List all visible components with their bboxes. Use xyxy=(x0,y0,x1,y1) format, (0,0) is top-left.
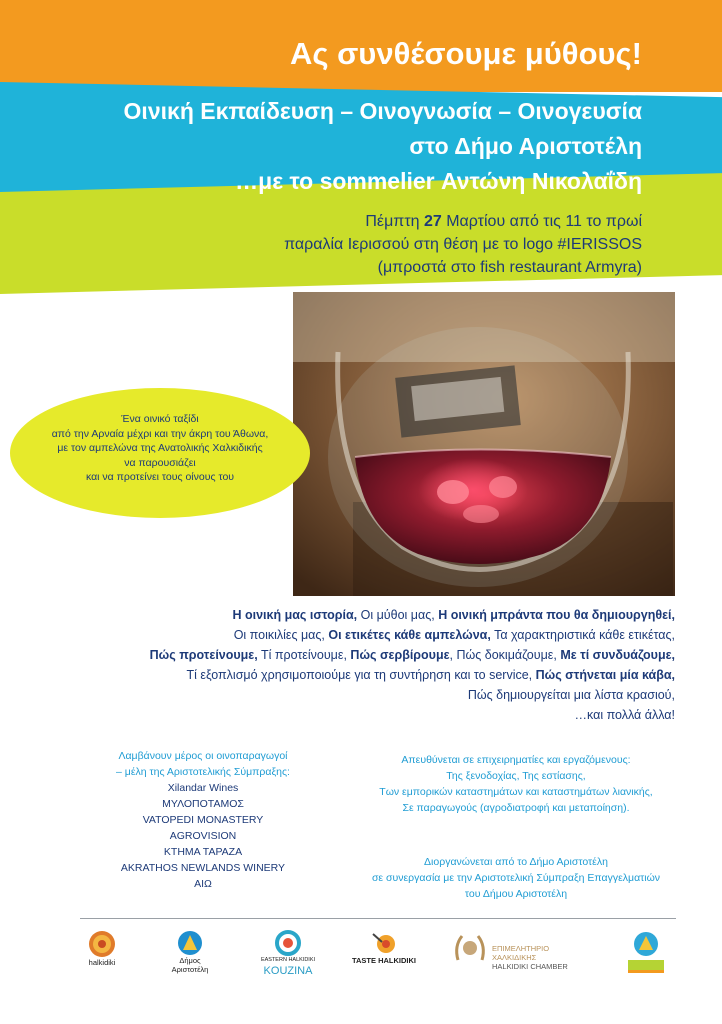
callout-line: να παρουσιάζει xyxy=(124,456,196,469)
participants-intro: Λαμβάνουν μέρος οι οινοπαραγωγοί xyxy=(118,750,288,762)
kouzina-logo-text-1: EASTERN HALKIDIKI xyxy=(260,957,316,963)
topic-regular: Τί προτείνουμε, xyxy=(257,648,351,662)
subheading-line-1: Οινική Εκπαίδευση – Οινογνωσία – Οινογευσία xyxy=(123,98,642,124)
taste-halkidiki-emblem-icon xyxy=(370,930,398,956)
chamber-logo-text-1: ΕΠΙΜΕΛΗΤΗΡΙΟ xyxy=(492,944,550,953)
winery-item: ΜΥΛΟΠΟΤΑΜΟΣ xyxy=(162,798,244,810)
topic-bold: Με τί συνδυάζουμε, xyxy=(560,648,675,662)
participants-column xyxy=(100,748,306,892)
audience-line: Απευθύνεται σε επιχειρηματίες και εργαζόμενους: xyxy=(401,754,631,766)
event-date xyxy=(122,210,642,233)
chamber-logo-text-2: ΧΑΛΚΙΔΙΚΗΣ xyxy=(492,953,537,962)
organizer-line: Διοργανώνεται από το Δήμο Αριστοτέλη xyxy=(424,856,608,868)
kouzina-emblem-icon xyxy=(275,930,301,956)
poster-subheading xyxy=(22,94,642,199)
halkidiki-logo-text: halkidiki xyxy=(88,958,116,967)
topic-bold: Οι ετικέτες κάθε αμπελώνα, xyxy=(328,628,491,642)
participants-intro: – μέλη της Αριστοτελικής Σύμπραξης: xyxy=(116,766,290,778)
callout-line: από την Αρναία μέχρι και την άκρη του Άθωνα, xyxy=(51,427,269,440)
winery-item: AGROVISION xyxy=(169,830,237,842)
callout-line: και να προτείνει τους οίνους του xyxy=(85,471,235,483)
winery-item: AKRATHOS NEWLANDS WINERY xyxy=(120,862,286,874)
organizer-line: του Δήμου Αριστοτέλη xyxy=(464,888,568,900)
dimos-aristoteli-logo xyxy=(162,930,218,974)
partner-logo xyxy=(624,930,668,974)
partner-emblem-icon xyxy=(626,930,666,974)
taste-halkidiki-logo-text: TASTE HALKIDIKI xyxy=(351,956,417,965)
kouzina-logo-text-2: KOUZINA xyxy=(263,965,313,977)
subheading-line-2: στο Δήμο Αριστοτέλη xyxy=(409,133,642,159)
taste-halkidiki-logo xyxy=(348,930,420,965)
footer-divider xyxy=(80,918,676,919)
winery-item: ΑΙΩ xyxy=(194,878,212,890)
chamber-logo-text-3: HALKIDIKI CHAMBER xyxy=(492,962,568,971)
winery-item: Xilandar Wines xyxy=(167,782,239,794)
halkidiki-emblem-icon xyxy=(88,930,116,958)
topic-regular: Οι μύθοι μας, xyxy=(357,608,439,622)
journey-callout-text xyxy=(22,412,298,485)
organizer-line: σε συνεργασία με την Αριστοτελική Σύμπραξη Επαγγελματιών xyxy=(371,872,661,884)
column-spacer xyxy=(356,816,676,854)
topic-bold: Πώς σερβίρουμε xyxy=(350,648,450,662)
callout-line: Ένα οινικό ταξίδι xyxy=(121,413,199,425)
topic-regular: , Πώς δοκιμάζουμε, xyxy=(449,648,561,662)
poster-headline: Ας συνθέσουμε μύθους! xyxy=(289,36,642,71)
halkidiki-chamber-logo xyxy=(452,930,576,971)
wine-glass-illustration xyxy=(293,292,675,596)
event-day: 27 xyxy=(423,213,442,230)
topic-regular: Οι ποικιλίες μας, xyxy=(233,628,329,642)
topic-regular: Τα χαρακτηριστικά κάθε ετικέτας, xyxy=(490,628,675,642)
topics-line: …και πολλά άλλα! xyxy=(574,708,675,722)
topic-bold: Η οινική μας ιστορία, xyxy=(232,608,358,622)
event-date-prefix: Πέμπτη xyxy=(365,213,424,230)
winery-item: VATOPEDI MONASTERY xyxy=(142,814,264,826)
topics-line xyxy=(55,625,675,645)
audience-column xyxy=(356,752,676,902)
halkidiki-logo xyxy=(80,930,124,967)
topics-line xyxy=(55,605,675,625)
subheading-line-3: …με το sommelier Αντώνη Νικολαΐδη xyxy=(235,168,642,194)
topics-line: Πώς δημιουργείται μια λίστα κρασιού, xyxy=(467,688,675,702)
topic-bold: Πώς στήνεται μία κάβα, xyxy=(535,668,675,682)
dimos-aristoteli-emblem-icon xyxy=(177,930,203,956)
callout-line: με τον αμπελώνα της Ανατολικής Χαλκιδικής xyxy=(57,442,263,454)
event-landmark: (μπροστά στο fish restaurant Armyra) xyxy=(377,259,642,276)
seminar-topics xyxy=(55,605,675,725)
audience-line: Της ξενοδοχίας, Της εστίασης, xyxy=(446,770,586,782)
topics-line xyxy=(55,645,675,665)
event-location: παραλία Ιερισσού στη θέση με το logo #IERISSOS xyxy=(284,236,642,253)
winery-item: ΚΤΗΜΑ ΤΑΡΑΖΑ xyxy=(163,846,243,858)
topics-line xyxy=(55,665,675,685)
dimos-logo-text-2: Αριστοτέλη xyxy=(171,965,209,974)
topic-regular: Τί εξοπλισμό χρησιμοποιούμε για τη συντήρηση και το service, xyxy=(186,668,536,682)
chamber-laurel-emblem-icon xyxy=(452,930,488,970)
topic-bold: Η οινική μπράντα που θα δημιουργηθεί, xyxy=(438,608,675,622)
audience-line: Των εμπορικών καταστημάτων και καταστημάτων λιανικής, xyxy=(379,786,653,798)
topic-bold: Πώς προτείνουμε, xyxy=(149,648,258,662)
event-details xyxy=(122,210,642,279)
eastern-halkidiki-kouzina-logo xyxy=(256,930,320,977)
dimos-logo-text-1: Δήμος xyxy=(179,956,201,965)
event-date-suffix: Μαρτίου από τις 11 το πρωί xyxy=(441,213,642,230)
wine-glass-photo xyxy=(293,292,675,596)
audience-line: Σε παραγωγούς (αγροδιατροφή και μεταποίηση). xyxy=(402,802,630,814)
